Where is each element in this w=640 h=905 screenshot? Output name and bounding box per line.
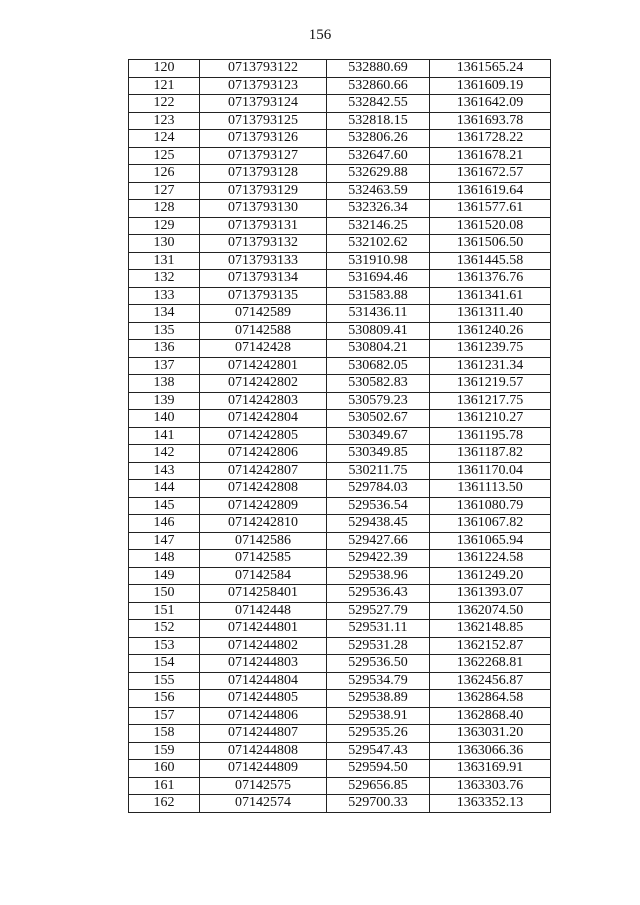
point-index-cell: 157: [129, 707, 200, 725]
coordinate-table: [128, 59, 551, 813]
x-coordinate-cell: 529536.43: [327, 585, 430, 603]
y-coordinate-cell: 1361341.61: [430, 287, 551, 305]
table-row: [129, 147, 551, 165]
y-coordinate-cell: 1361693.78: [430, 112, 551, 130]
point-index-cell: 152: [129, 620, 200, 638]
point-index-cell: 131: [129, 252, 200, 270]
y-coordinate-cell: 1361311.40: [430, 305, 551, 323]
point-index-cell: 155: [129, 672, 200, 690]
point-index-cell: 149: [129, 567, 200, 585]
y-coordinate-cell: 1363352.13: [430, 795, 551, 813]
point-index-cell: 161: [129, 777, 200, 795]
point-code-cell: 0714244801: [200, 620, 327, 638]
y-coordinate-cell: 1361678.21: [430, 147, 551, 165]
point-index-cell: 150: [129, 585, 200, 603]
point-code-cell: 0714244806: [200, 707, 327, 725]
y-coordinate-cell: 1361217.75: [430, 392, 551, 410]
point-index-cell: 132: [129, 270, 200, 288]
point-code-cell: 0713793133: [200, 252, 327, 270]
x-coordinate-cell: 529536.50: [327, 655, 430, 673]
y-coordinate-cell: 1361195.78: [430, 427, 551, 445]
table-row: [129, 270, 551, 288]
table-row: [129, 200, 551, 218]
point-code-cell: 07142575: [200, 777, 327, 795]
page-number: 156: [308, 27, 332, 43]
point-code-cell: 0713793128: [200, 165, 327, 183]
point-code-cell: 0714242808: [200, 480, 327, 498]
x-coordinate-cell: 529422.39: [327, 550, 430, 568]
table-row: [129, 602, 551, 620]
point-code-cell: 07142428: [200, 340, 327, 358]
y-coordinate-cell: 1361067.82: [430, 515, 551, 533]
point-index-cell: 160: [129, 760, 200, 778]
point-code-cell: 07142586: [200, 532, 327, 550]
y-coordinate-cell: 1361249.20: [430, 567, 551, 585]
x-coordinate-cell: 529594.50: [327, 760, 430, 778]
point-index-cell: 126: [129, 165, 200, 183]
x-coordinate-cell: 532860.66: [327, 77, 430, 95]
table-row: [129, 305, 551, 323]
point-index-cell: 141: [129, 427, 200, 445]
y-coordinate-cell: 1362864.58: [430, 690, 551, 708]
x-coordinate-cell: 529531.28: [327, 637, 430, 655]
point-code-cell: 0713793132: [200, 235, 327, 253]
point-index-cell: 123: [129, 112, 200, 130]
y-coordinate-cell: 1361187.82: [430, 445, 551, 463]
y-coordinate-cell: 1361393.07: [430, 585, 551, 603]
table-row: [129, 690, 551, 708]
x-coordinate-cell: 529538.96: [327, 567, 430, 585]
table-row: [129, 217, 551, 235]
y-coordinate-cell: 1361219.57: [430, 375, 551, 393]
x-coordinate-cell: 531910.98: [327, 252, 430, 270]
x-coordinate-cell: 529535.26: [327, 725, 430, 743]
x-coordinate-cell: 530579.23: [327, 392, 430, 410]
table-row: [129, 532, 551, 550]
point-code-cell: 0714242806: [200, 445, 327, 463]
table-row: [129, 777, 551, 795]
point-index-cell: 147: [129, 532, 200, 550]
y-coordinate-cell: 1361210.27: [430, 410, 551, 428]
point-code-cell: 0714242803: [200, 392, 327, 410]
table-row: [129, 112, 551, 130]
table-row: [129, 392, 551, 410]
x-coordinate-cell: 529438.45: [327, 515, 430, 533]
table-row: [129, 515, 551, 533]
point-code-cell: 0714244808: [200, 742, 327, 760]
y-coordinate-cell: 1361619.64: [430, 182, 551, 200]
point-index-cell: 138: [129, 375, 200, 393]
point-code-cell: 0714242807: [200, 462, 327, 480]
table-row: [129, 60, 551, 78]
y-coordinate-cell: 1362268.81: [430, 655, 551, 673]
y-coordinate-cell: 1363031.20: [430, 725, 551, 743]
point-index-cell: 124: [129, 130, 200, 148]
x-coordinate-cell: 532647.60: [327, 147, 430, 165]
point-code-cell: 0713793125: [200, 112, 327, 130]
y-coordinate-cell: 1362148.85: [430, 620, 551, 638]
y-coordinate-cell: 1361577.61: [430, 200, 551, 218]
x-coordinate-cell: 529547.43: [327, 742, 430, 760]
point-code-cell: 0713793124: [200, 95, 327, 113]
x-coordinate-cell: 530682.05: [327, 357, 430, 375]
point-index-cell: 129: [129, 217, 200, 235]
table-row: [129, 287, 551, 305]
point-code-cell: 0714244802: [200, 637, 327, 655]
x-coordinate-cell: 532880.69: [327, 60, 430, 78]
point-index-cell: 162: [129, 795, 200, 813]
y-coordinate-cell: 1363303.76: [430, 777, 551, 795]
x-coordinate-cell: 532806.26: [327, 130, 430, 148]
x-coordinate-cell: 531583.88: [327, 287, 430, 305]
point-code-cell: 0714242804: [200, 410, 327, 428]
point-code-cell: 0714242801: [200, 357, 327, 375]
table-row: [129, 567, 551, 585]
x-coordinate-cell: 530804.21: [327, 340, 430, 358]
point-code-cell: 0713793130: [200, 200, 327, 218]
point-index-cell: 137: [129, 357, 200, 375]
table-row: [129, 707, 551, 725]
point-code-cell: 0713793129: [200, 182, 327, 200]
x-coordinate-cell: 530582.83: [327, 375, 430, 393]
point-code-cell: 0714242809: [200, 497, 327, 515]
point-code-cell: 07142448: [200, 602, 327, 620]
y-coordinate-cell: 1361506.50: [430, 235, 551, 253]
x-coordinate-cell: 529427.66: [327, 532, 430, 550]
point-code-cell: 0714244805: [200, 690, 327, 708]
y-coordinate-cell: 1362456.87: [430, 672, 551, 690]
y-coordinate-cell: 1361376.76: [430, 270, 551, 288]
y-coordinate-cell: 1361080.79: [430, 497, 551, 515]
point-code-cell: 07142584: [200, 567, 327, 585]
point-index-cell: 144: [129, 480, 200, 498]
x-coordinate-cell: 529531.11: [327, 620, 430, 638]
y-coordinate-cell: 1363066.36: [430, 742, 551, 760]
x-coordinate-cell: 531436.11: [327, 305, 430, 323]
x-coordinate-cell: 532463.59: [327, 182, 430, 200]
y-coordinate-cell: 1361642.09: [430, 95, 551, 113]
x-coordinate-cell: 532842.55: [327, 95, 430, 113]
table-row: [129, 497, 551, 515]
point-index-cell: 159: [129, 742, 200, 760]
point-code-cell: 0714244809: [200, 760, 327, 778]
table-row: [129, 620, 551, 638]
point-index-cell: 136: [129, 340, 200, 358]
table-row: [129, 795, 551, 813]
y-coordinate-cell: 1361672.57: [430, 165, 551, 183]
table-row: [129, 462, 551, 480]
y-coordinate-cell: 1361565.24: [430, 60, 551, 78]
x-coordinate-cell: 529656.85: [327, 777, 430, 795]
x-coordinate-cell: 529538.91: [327, 707, 430, 725]
y-coordinate-cell: 1361170.04: [430, 462, 551, 480]
point-code-cell: 0714244803: [200, 655, 327, 673]
y-coordinate-cell: 1361445.58: [430, 252, 551, 270]
point-index-cell: 156: [129, 690, 200, 708]
point-index-cell: 158: [129, 725, 200, 743]
point-code-cell: 0714258401: [200, 585, 327, 603]
point-index-cell: 121: [129, 77, 200, 95]
y-coordinate-cell: 1361520.08: [430, 217, 551, 235]
point-index-cell: 128: [129, 200, 200, 218]
table-row: [129, 95, 551, 113]
y-coordinate-cell: 1361728.22: [430, 130, 551, 148]
point-index-cell: 120: [129, 60, 200, 78]
x-coordinate-cell: 529700.33: [327, 795, 430, 813]
table-row: [129, 742, 551, 760]
point-code-cell: 0714244804: [200, 672, 327, 690]
point-code-cell: 0714244807: [200, 725, 327, 743]
table-row: [129, 410, 551, 428]
x-coordinate-cell: 532102.62: [327, 235, 430, 253]
table-row: [129, 480, 551, 498]
point-code-cell: 07142589: [200, 305, 327, 323]
table-row: [129, 585, 551, 603]
point-code-cell: 0714242810: [200, 515, 327, 533]
point-index-cell: 127: [129, 182, 200, 200]
point-index-cell: 133: [129, 287, 200, 305]
x-coordinate-cell: 530211.75: [327, 462, 430, 480]
table-row: [129, 77, 551, 95]
y-coordinate-cell: 1361239.75: [430, 340, 551, 358]
point-code-cell: 07142588: [200, 322, 327, 340]
point-code-cell: 0713793134: [200, 270, 327, 288]
table-row: [129, 672, 551, 690]
x-coordinate-cell: 531694.46: [327, 270, 430, 288]
table-row: [129, 427, 551, 445]
point-code-cell: 0713793127: [200, 147, 327, 165]
x-coordinate-cell: 529784.03: [327, 480, 430, 498]
point-code-cell: 0713793135: [200, 287, 327, 305]
point-code-cell: 0713793122: [200, 60, 327, 78]
point-index-cell: 154: [129, 655, 200, 673]
point-index-cell: 135: [129, 322, 200, 340]
table-row: [129, 165, 551, 183]
y-coordinate-cell: 1361065.94: [430, 532, 551, 550]
x-coordinate-cell: 529536.54: [327, 497, 430, 515]
point-index-cell: 134: [129, 305, 200, 323]
point-index-cell: 145: [129, 497, 200, 515]
table-row: [129, 235, 551, 253]
y-coordinate-cell: 1361231.34: [430, 357, 551, 375]
point-code-cell: 0713793123: [200, 77, 327, 95]
x-coordinate-cell: 532146.25: [327, 217, 430, 235]
point-index-cell: 142: [129, 445, 200, 463]
table-row: [129, 340, 551, 358]
y-coordinate-cell: 1361240.26: [430, 322, 551, 340]
point-index-cell: 130: [129, 235, 200, 253]
x-coordinate-cell: 529527.79: [327, 602, 430, 620]
table-row: [129, 252, 551, 270]
x-coordinate-cell: 530502.67: [327, 410, 430, 428]
x-coordinate-cell: 529534.79: [327, 672, 430, 690]
point-index-cell: 146: [129, 515, 200, 533]
x-coordinate-cell: 532629.88: [327, 165, 430, 183]
x-coordinate-cell: 532326.34: [327, 200, 430, 218]
x-coordinate-cell: 529538.89: [327, 690, 430, 708]
table-row: [129, 130, 551, 148]
table-row: [129, 760, 551, 778]
point-code-cell: 0713793126: [200, 130, 327, 148]
point-code-cell: 0713793131: [200, 217, 327, 235]
point-code-cell: 07142585: [200, 550, 327, 568]
point-index-cell: 125: [129, 147, 200, 165]
point-code-cell: 0714242802: [200, 375, 327, 393]
coordinate-table-body: [129, 60, 551, 813]
table-row: [129, 725, 551, 743]
table-row: [129, 550, 551, 568]
x-coordinate-cell: 530349.67: [327, 427, 430, 445]
table-row: [129, 182, 551, 200]
x-coordinate-cell: 530349.85: [327, 445, 430, 463]
y-coordinate-cell: 1362152.87: [430, 637, 551, 655]
point-code-cell: 0714242805: [200, 427, 327, 445]
table-row: [129, 637, 551, 655]
x-coordinate-cell: 532818.15: [327, 112, 430, 130]
point-index-cell: 143: [129, 462, 200, 480]
y-coordinate-cell: 1362074.50: [430, 602, 551, 620]
point-index-cell: 153: [129, 637, 200, 655]
point-index-cell: 122: [129, 95, 200, 113]
x-coordinate-cell: 530809.41: [327, 322, 430, 340]
table-row: [129, 655, 551, 673]
y-coordinate-cell: 1361609.19: [430, 77, 551, 95]
point-index-cell: 139: [129, 392, 200, 410]
table-row: [129, 357, 551, 375]
y-coordinate-cell: 1361113.50: [430, 480, 551, 498]
point-index-cell: 148: [129, 550, 200, 568]
y-coordinate-cell: 1363169.91: [430, 760, 551, 778]
point-index-cell: 140: [129, 410, 200, 428]
point-code-cell: 07142574: [200, 795, 327, 813]
table-row: [129, 375, 551, 393]
table-row: [129, 322, 551, 340]
y-coordinate-cell: 1361224.58: [430, 550, 551, 568]
y-coordinate-cell: 1362868.40: [430, 707, 551, 725]
table-row: [129, 445, 551, 463]
point-index-cell: 151: [129, 602, 200, 620]
